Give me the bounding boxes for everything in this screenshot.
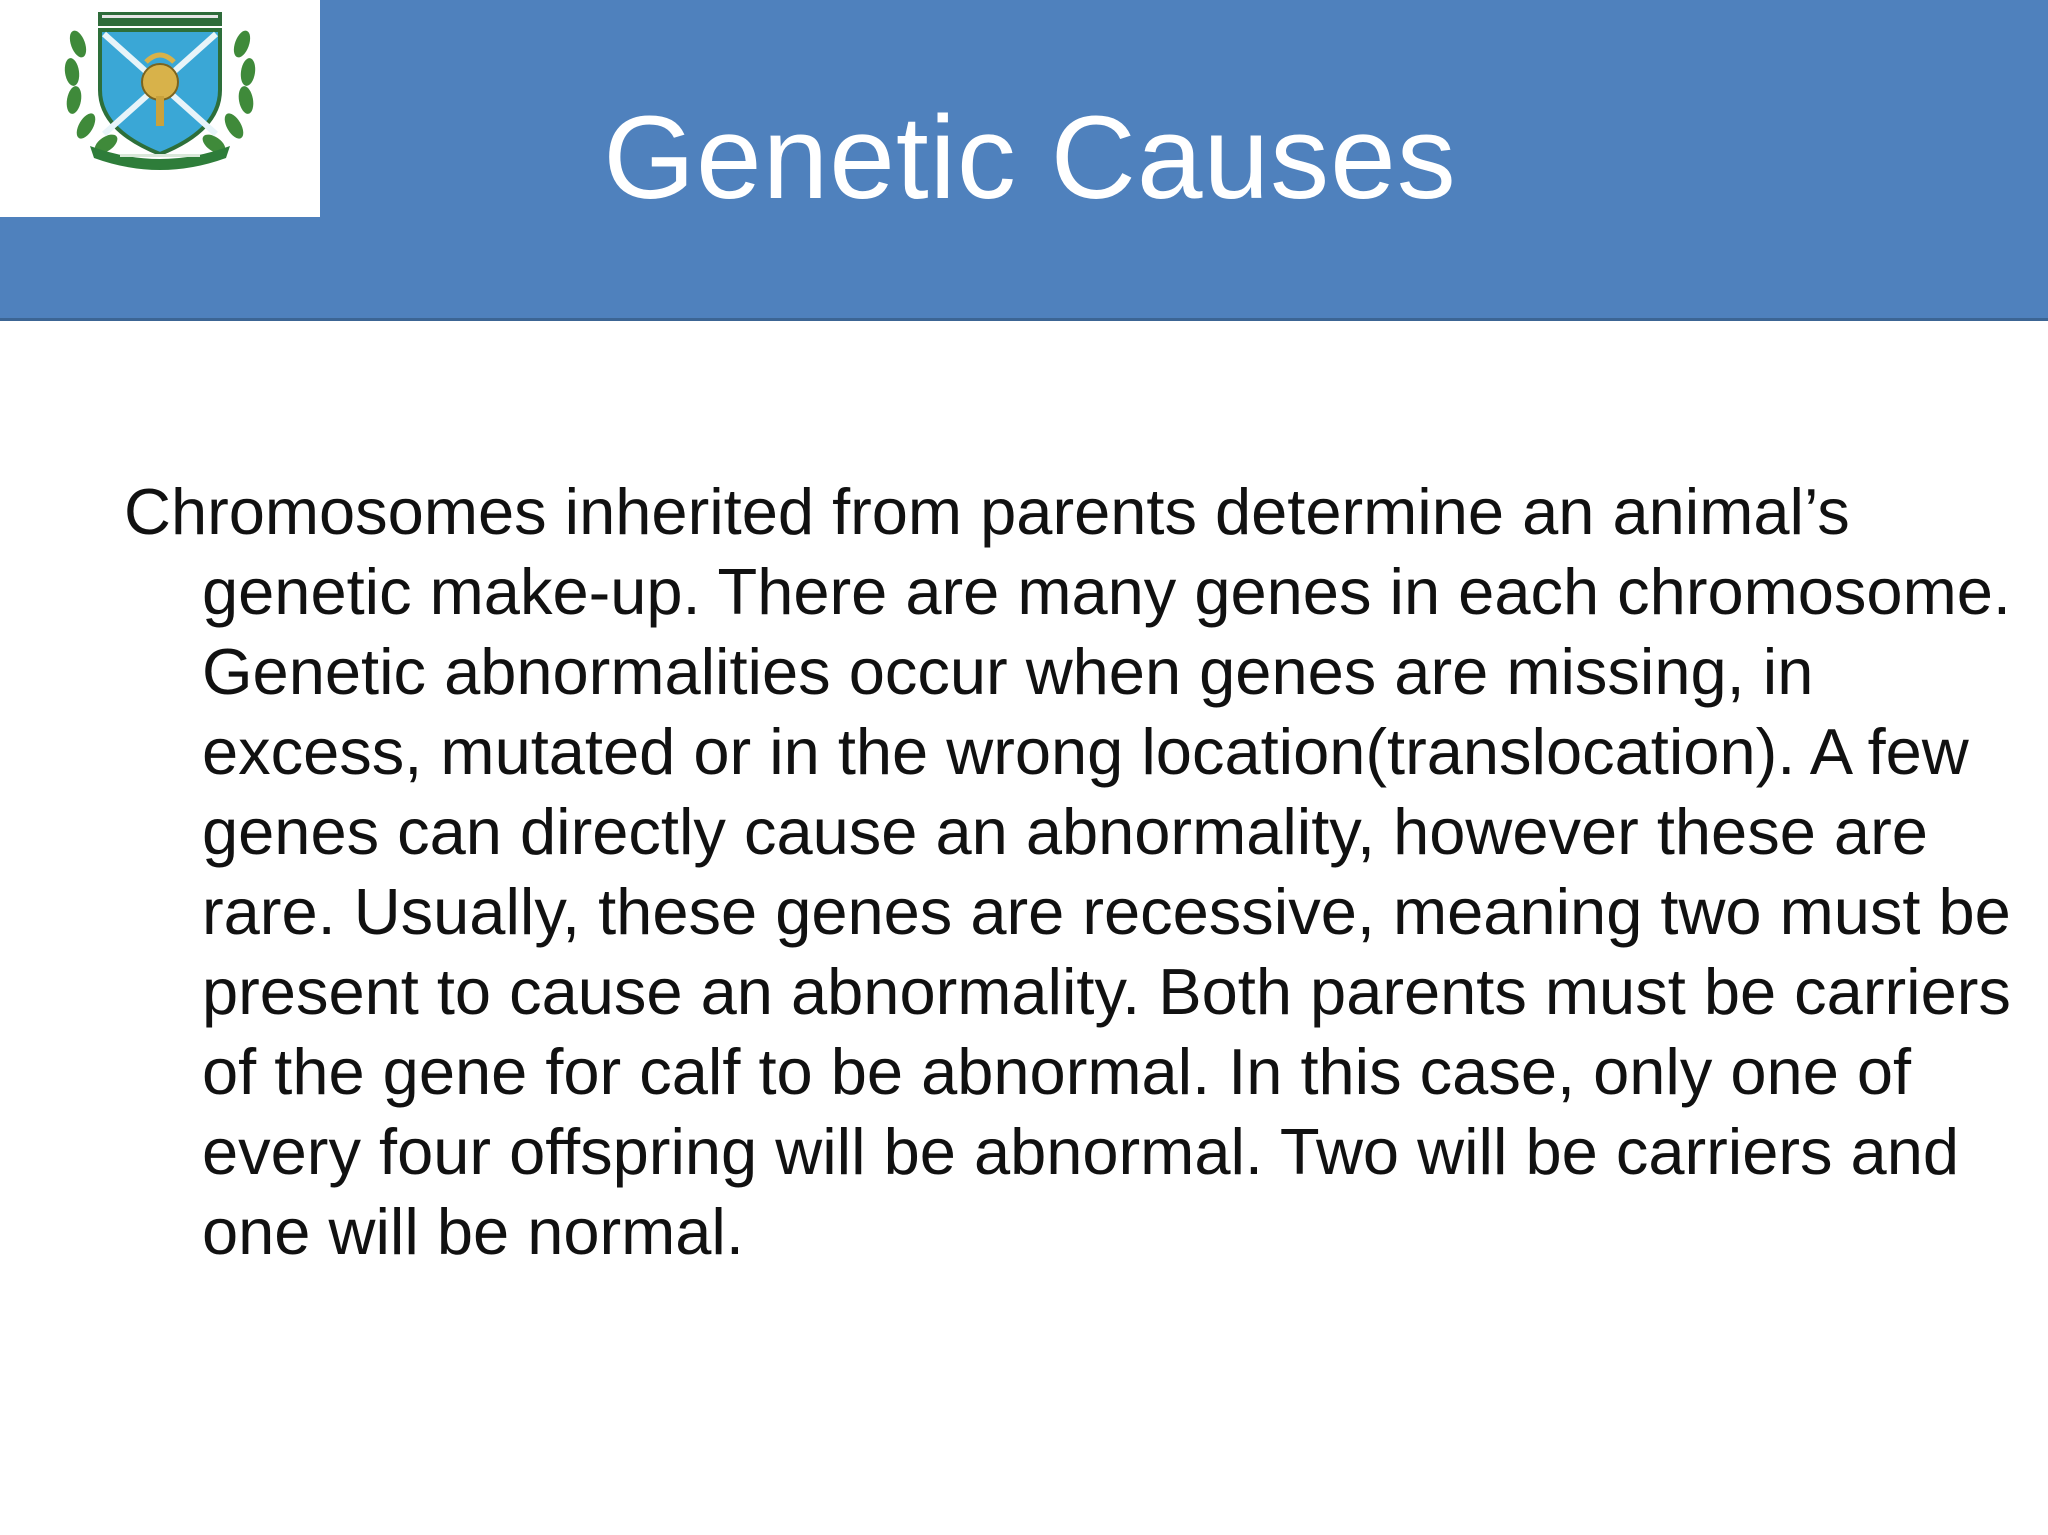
slide-body-text: Chromosomes inherited from parents determine an animal’s genetic make-up. There are many genes in each chromosome. Genetic abnormalities occur when genes are missing, in excess, mutated or in the wrong location(translocation). A few genes can directly cause an abnormality, however these are rare. Usually, these genes are recessive, meaning two must be present to cause an abnormality. Both parents must be carriers of the gene for calf to be abnormal. In this case, only one of every four offspring will be abnormal. Two will be carriers and one will be normal.: [124, 475, 2011, 1268]
slide-title: Genetic Causes: [603, 92, 1457, 224]
logo-area: [0, 0, 320, 217]
university-crest-icon: [50, 4, 270, 174]
